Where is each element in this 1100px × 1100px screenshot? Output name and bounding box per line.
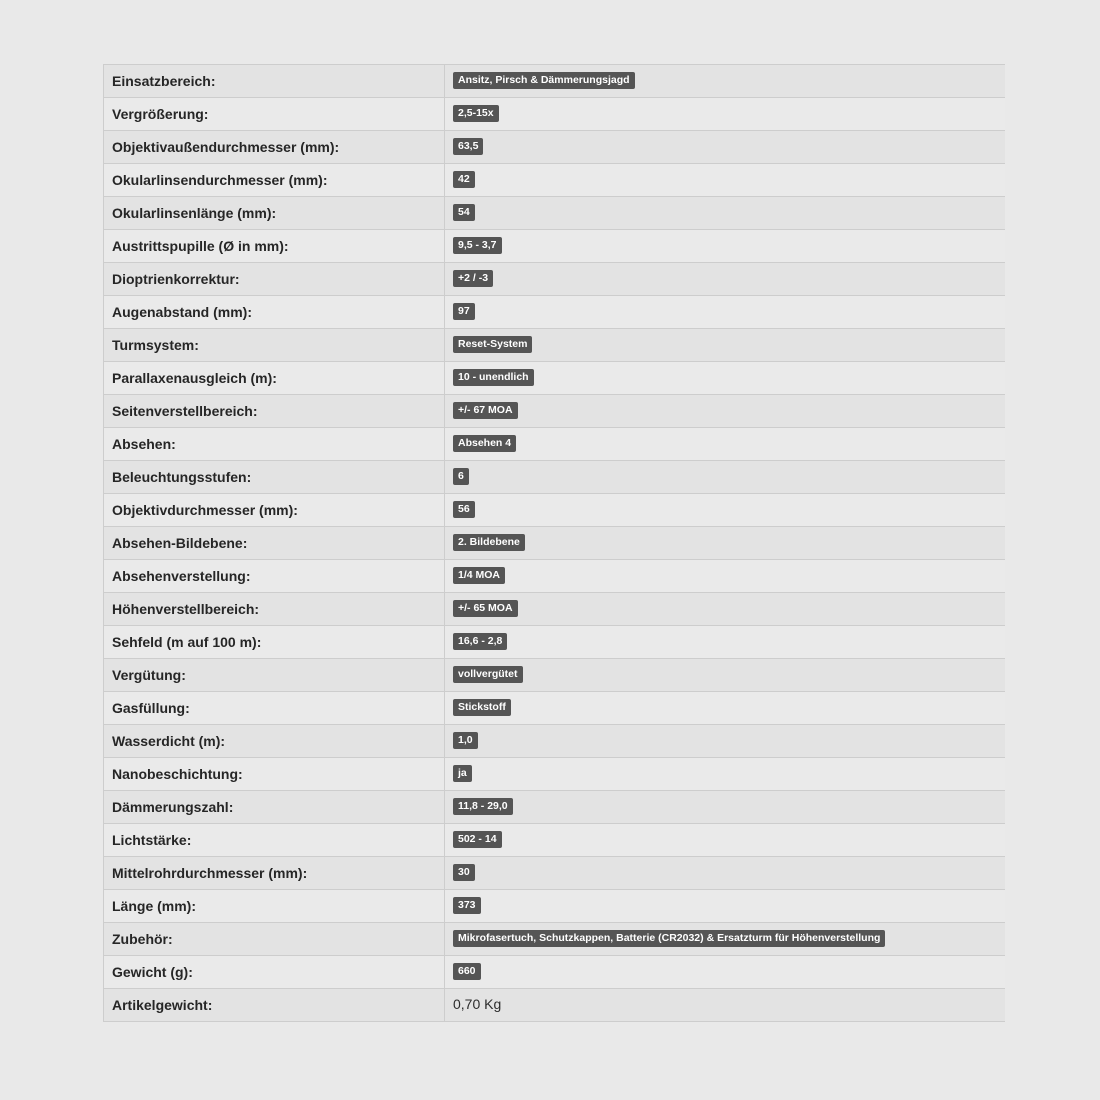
spec-value-badge: 1/4 MOA <box>453 567 505 584</box>
spec-value-badge: 9,5 - 3,7 <box>453 237 502 254</box>
spec-label: Artikelgewicht: <box>104 989 445 1022</box>
spec-value-cell <box>445 263 1005 296</box>
spec-value-badge: Absehen 4 <box>453 435 516 452</box>
spec-value-cell <box>445 395 1005 428</box>
table-row <box>104 197 1005 230</box>
table-row <box>104 923 1005 956</box>
spec-value-cell <box>445 725 1005 758</box>
spec-label: Augenabstand (mm): <box>104 296 445 329</box>
spec-value-badge: 16,6 - 2,8 <box>453 633 507 650</box>
spec-value-badge: Mikrofasertuch, Schutzkappen, Batterie (CR2032) & Ersatzturm für Höhenverstellung <box>453 930 885 947</box>
spec-value-cell <box>445 857 1005 890</box>
table-row <box>104 956 1005 989</box>
spec-label: Einsatzbereich: <box>104 65 445 98</box>
spec-value-badge: Stickstoff <box>453 699 511 716</box>
spec-label: Turmsystem: <box>104 329 445 362</box>
table-row <box>104 725 1005 758</box>
spec-value-cell <box>445 890 1005 923</box>
table-row <box>104 659 1005 692</box>
spec-value-badge: 2. Bildebene <box>453 534 525 551</box>
spec-value-cell <box>445 560 1005 593</box>
spec-label: Höhenverstellbereich: <box>104 593 445 626</box>
table-row <box>104 395 1005 428</box>
spec-label: Absehenverstellung: <box>104 560 445 593</box>
spec-value-badge: 502 - 14 <box>453 831 502 848</box>
spec-label: Seitenverstellbereich: <box>104 395 445 428</box>
spec-value-cell <box>445 461 1005 494</box>
spec-value-badge: vollvergütet <box>453 666 523 683</box>
spec-value-cell <box>445 164 1005 197</box>
table-row <box>104 560 1005 593</box>
spec-value-cell <box>445 824 1005 857</box>
spec-value-badge: 1,0 <box>453 732 478 749</box>
spec-value-badge: 2,5-15x <box>453 105 499 122</box>
table-row <box>104 593 1005 626</box>
spec-value-badge: 373 <box>453 897 481 914</box>
table-row <box>104 98 1005 131</box>
spec-label: Okularlinsendurchmesser (mm): <box>104 164 445 197</box>
table-row <box>104 230 1005 263</box>
table-row <box>104 428 1005 461</box>
spec-value-cell <box>445 362 1005 395</box>
spec-value-cell <box>445 758 1005 791</box>
table-row <box>104 824 1005 857</box>
spec-label: Mittelrohrdurchmesser (mm): <box>104 857 445 890</box>
spec-value-badge: 97 <box>453 303 475 320</box>
spec-value-cell <box>445 197 1005 230</box>
spec-label: Sehfeld (m auf 100 m): <box>104 626 445 659</box>
spec-value-cell <box>445 989 1005 1022</box>
spec-value-cell <box>445 428 1005 461</box>
table-row <box>104 263 1005 296</box>
spec-value-cell <box>445 296 1005 329</box>
spec-label: Lichtstärke: <box>104 824 445 857</box>
spec-label: Beleuchtungsstufen: <box>104 461 445 494</box>
spec-value-badge: 56 <box>453 501 475 518</box>
spec-value-cell <box>445 923 1005 956</box>
spec-value-badge: 11,8 - 29,0 <box>453 798 513 815</box>
spec-value-badge: 42 <box>453 171 475 188</box>
spec-value-badge: ja <box>453 765 472 782</box>
spec-value-badge: +2 / -3 <box>453 270 493 287</box>
spec-value-cell <box>445 692 1005 725</box>
spec-value-cell <box>445 131 1005 164</box>
spec-label: Objektivdurchmesser (mm): <box>104 494 445 527</box>
spec-value-badge: 30 <box>453 864 475 881</box>
table-row <box>104 791 1005 824</box>
spec-label: Nanobeschichtung: <box>104 758 445 791</box>
spec-value-cell <box>445 791 1005 824</box>
table-row <box>104 857 1005 890</box>
spec-value-cell <box>445 527 1005 560</box>
table-row <box>104 527 1005 560</box>
spec-label: Wasserdicht (m): <box>104 725 445 758</box>
spec-value-badge: 54 <box>453 204 475 221</box>
table-row <box>104 626 1005 659</box>
spec-value-cell <box>445 494 1005 527</box>
spec-value-badge: 660 <box>453 963 481 980</box>
spec-label: Zubehör: <box>104 923 445 956</box>
specifications-body <box>104 65 1005 1022</box>
table-row <box>104 329 1005 362</box>
table-row <box>104 164 1005 197</box>
spec-label: Absehen: <box>104 428 445 461</box>
table-row <box>104 494 1005 527</box>
specifications-table <box>103 64 1005 1022</box>
spec-label: Austrittspupille (Ø in mm): <box>104 230 445 263</box>
table-row <box>104 758 1005 791</box>
spec-label: Objektivaußendurchmesser (mm): <box>104 131 445 164</box>
spec-label: Dioptrienkorrektur: <box>104 263 445 296</box>
spec-value-badge: Reset-System <box>453 336 532 353</box>
spec-value-cell <box>445 98 1005 131</box>
spec-value-cell <box>445 593 1005 626</box>
spec-value-cell <box>445 65 1005 98</box>
table-row <box>104 890 1005 923</box>
spec-value-badge: +/- 65 MOA <box>453 600 518 617</box>
spec-value-badge: 63,5 <box>453 138 483 155</box>
spec-value-text: 0,70 Kg <box>453 996 502 1012</box>
spec-value-badge: +/- 67 MOA <box>453 402 518 419</box>
spec-value-badge: Ansitz, Pirsch & Dämmerungsjagd <box>453 72 635 89</box>
table-row <box>104 296 1005 329</box>
spec-label: Gewicht (g): <box>104 956 445 989</box>
spec-value-cell <box>445 329 1005 362</box>
spec-label: Okularlinsenlänge (mm): <box>104 197 445 230</box>
spec-value-cell <box>445 230 1005 263</box>
table-row <box>104 131 1005 164</box>
spec-value-badge: 10 - unendlich <box>453 369 534 386</box>
table-row <box>104 362 1005 395</box>
spec-label: Absehen-Bildebene: <box>104 527 445 560</box>
spec-label: Parallaxenausgleich (m): <box>104 362 445 395</box>
spec-label: Vergrößerung: <box>104 98 445 131</box>
spec-value-badge: 6 <box>453 468 469 485</box>
table-row <box>104 461 1005 494</box>
spec-value-cell <box>445 626 1005 659</box>
spec-label: Dämmerungszahl: <box>104 791 445 824</box>
spec-value-cell <box>445 659 1005 692</box>
spec-label: Vergütung: <box>104 659 445 692</box>
table-row <box>104 65 1005 98</box>
spec-label: Länge (mm): <box>104 890 445 923</box>
table-row <box>104 692 1005 725</box>
table-row <box>104 989 1005 1022</box>
spec-value-cell <box>445 956 1005 989</box>
spec-label: Gasfüllung: <box>104 692 445 725</box>
